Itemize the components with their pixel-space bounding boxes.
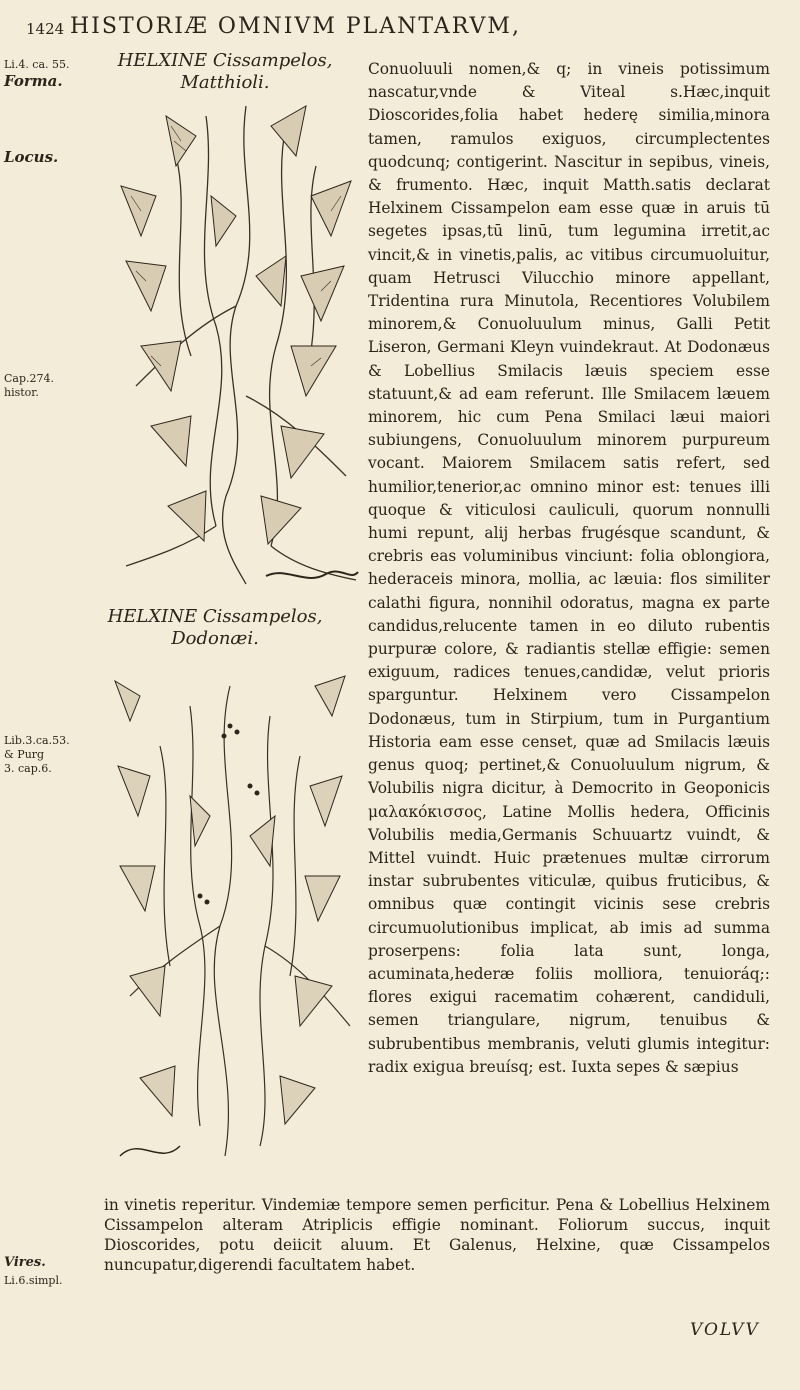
main-text-column: [368, 58, 770, 1079]
catchword: VOLVV: [690, 1320, 760, 1340]
top-figure-caption: [100, 50, 350, 94]
page-number: 1424: [26, 20, 65, 38]
margin-label-locus: Locus.: [4, 148, 59, 166]
top-caption-line-1: HELXINE Cissampelos,: [117, 50, 333, 71]
top-plant-illustration: [96, 96, 364, 588]
bottom-caption-line-1: HELXINE Cissampelos,: [107, 606, 323, 627]
bottom-paragraph: in vinetis reperitur. Vindemiæ tempore semen perficitur. Pena & Lobellius Helxinem Cissampelon alteram Atriplicis effigie nominant. Foliorum succus, inquit Dioscorides, potu deiicit aluum. Et Galenus, Helxine, quæ Cissampelos nuncupatur,digerendi facultatem habet.: [104, 1196, 770, 1274]
top-caption-line-2: Matthioli.: [180, 72, 270, 93]
bottom-plant-illustration: [100, 666, 358, 1176]
margin-label-vires: Vires.: [4, 1255, 46, 1270]
margin-ref-1: Li.4. ca. 55.: [4, 58, 70, 71]
bottom-text: [104, 1195, 770, 1275]
margin-ref-2: Cap.274. histor.: [4, 372, 55, 399]
header-title: HISTORIÆ OMNIVM PLANTARVM,: [70, 14, 521, 39]
margin-label-forma: Forma.: [4, 72, 63, 90]
bottom-caption-line-2: Dodonæi.: [171, 628, 259, 649]
bottom-figure-caption: [90, 606, 340, 650]
main-paragraph: Conuoluuli nomen,& q; in vineis potissimum nascatur,vnde & Viteal s.Hæc,inquit Dioscorides,folia habet hederę similia,minora tamen, ramulos exiguos, circumplectentes quodcunq; contigerint. Nascitur in sepibus, vineis, & frumento. Hæc, inquit Matth.satis declarat Helxinem Cissampelon eam esse quæ in aruis tū segetes ipsas,tū linū, tum legumina irretit,ac vincit,& in vinetis,palis, ac vitibus circumuoluitur, quam Hetrusci Vilucchio minore appellant, Tridentina rura Minutola, Recentiores Volubilem minorem,& Conuoluulum minus, Galli Petit Liseron, Germani Kleyn vuindekraut. At Dodonæus & Lobellius Smilacis læuis speciem esse statuunt,& ad eam referunt. Ille Smilacem læuem minorem, hic cum Pena Smilaci læui maiori subiungens, Conuoluulum minorem purpureum vocant. Maiorem Smilacem satis refert, sed humilior,tenerior,ac omnino minor est: tenues illi quoque & viticulosi cauliculi, quorum nonnulli humi repunt, alij herbas frugésque scandunt, & crebris eas voluminibus vinciunt: folia oblongiora, hederaceis minora, mollia, ac læuia: flos similiter calathi figura, nonnihil odoratus, magna ex parte candidus,relucente tamen in eo diluto rubentis purpuræ colore, & radiantis stellæ effigie: semen exiguum, radices tenues,candidæ, velut prioris sparguntur. Helxinem vero Cissampelon Dodonæus, tum in Stirpium, tum in Purgantium Historia eam esse censet, quæ ad Smilacis læuis genus quoq; pertinet,& Conuoluulum nigrum, & Volubilis nigra dicitur, à Democrito in Geoponicis μαλακόκισσος, Latine Mollis hedera, Officinis Volubilis media,Germanis Schuuartz vuindt, & Mittel vuindt. Huic prætenues multæ cirrorum instar subrubentes viticulæ, quibus fruticibus, & omnibus quæ contingit vicinis sese crebris circumuolutionibus implicat, ab imis ad summa proserpens: folia lata sunt, longa, acuminata,hederæ foliis molliora, tenuioráq;: flores exigui racematim cohærent, candiduli, semen triangulare, nigrum, tenuibus & subrubentibus membranis, veluti glumis integitur: radix exigua breuísq; est. Iuxta sepes & sæpius: [368, 60, 770, 1076]
margin-ref-4: Li.6.simpl.: [4, 1274, 63, 1287]
margin-ref-3: Lib.3.ca.53. & Purg 3. cap.6.: [4, 734, 70, 775]
running-head: [26, 14, 786, 50]
